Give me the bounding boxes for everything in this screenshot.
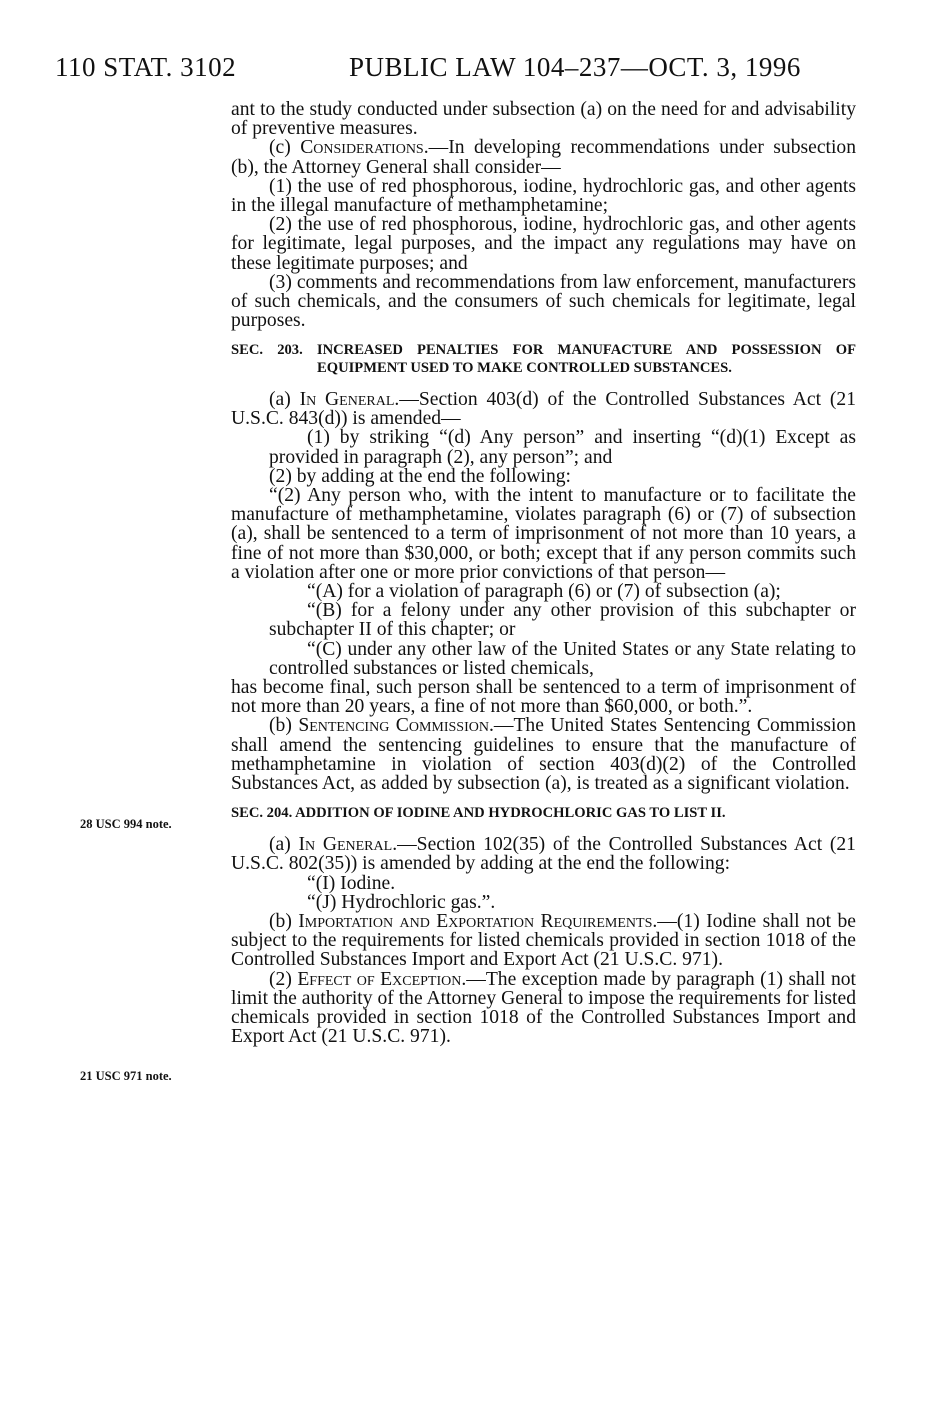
quoted-clause-c: “(C) under any other law of the United States or any State relating to controlled substances or listed chemicals, (269, 638, 856, 679)
paragraph-continued: ant to the study conducted under subsection (a) on the need for and advisability of preventive measures. (231, 99, 856, 140)
paragraph-203a2: (2) by adding at the end the following: (269, 465, 572, 487)
subsection-203b (231, 716, 856, 793)
page-reference: 110 STAT. 3102 (55, 52, 237, 82)
subsection-203b-number: (b) (269, 715, 299, 737)
quoted-clause-a: “(A) for a violation of paragraph (6) or (7) of subsection (a); (307, 581, 781, 603)
paragraph-c1 (231, 177, 856, 215)
page-title: PUBLIC LAW 104–237—OCT. 3, 1996 (349, 52, 801, 82)
paragraph-204b2 (231, 970, 856, 1047)
margin-note-usc-994: 28 USC 994 note. (80, 817, 172, 831)
paragraph-203a1-text: (1) by striking “(d) Any person” and inserting “(d)(1) Except as provided in paragraph (2), any person”; and (269, 427, 856, 468)
margin-note-usc-971: 21 USC 971 note. (80, 1069, 172, 1083)
quoted-item-i: “(I) Iodine. (307, 872, 396, 894)
subsection-203b-text: .—The United States Sentencing Commission shall amend the sentencing guidelines to ensure that the manufacture of methamphetamine in violation of section 403(d)(2) of the Controlled Substances Act, as added by subsection (a), is treated as a significant violation. (231, 715, 856, 795)
subsection-204b-number: (b) (269, 910, 299, 932)
paragraph-c1-text: (1) the use of red phosphorous, iodine, hydrochloric gas, and other agents in the illegal manufacture of methamphetamine; (231, 175, 856, 217)
subsection-204b-text: .—(1) Iodine shall not be subject to the requirements for listed chemicals provided in section 1018 of the Controlled Substances Import and Export Act (21 U.S.C. 971). (231, 910, 856, 971)
quoted-paragraph-2: “(2) Any person who, with the intent to manufacture or to facilitate the manufacture of methamphetamine, violates paragraph (6) or (7) of subsection (a), shall be sentenced to a term of imprisonment of not more than 10 years, a fine of not more than $30,000, or both; except that if any person commits such a violation after one or more prior convictions of that person— (231, 485, 856, 583)
paragraph-204b2-text: .—The exception made by paragraph (1) shall not limit the authority of the Attorney General to impose the requirements for listed chemicals provided in section 1018 of the Controlled Substances Import and Export Act (21 U.S.C. 971). (231, 968, 856, 1048)
paragraph-c3-text: (3) comments and recommendations from law enforcement, manufacturers of such chemicals, and the consumers of such chemicals for legitimate, legal purposes. (231, 271, 856, 332)
subsection-c-text: .—In developing recommendations under subsection (b), the Attorney General shall consider— (231, 137, 856, 178)
subsection-204a-heading: In General (298, 834, 393, 856)
subsection-204b (231, 912, 856, 970)
quoted-conclusion: has become final, such person shall be sentenced to a term of imprisonment of not more than 20 years, a fine of not more than $60,000, or both.”. (231, 677, 856, 718)
subsection-203a (231, 390, 856, 428)
page-header (0, 52, 940, 92)
subsection-c-number: (c) (269, 137, 301, 159)
paragraph-c2 (231, 215, 856, 273)
paragraph-203a1 (269, 428, 856, 466)
document-body (231, 100, 856, 1046)
subsection-203a-text: .—Section 403(d) of the Controlled Substances Act (21 U.S.C. 843(d)) is amended— (231, 389, 856, 430)
quoted-clause-b: “(B) for a felony under any other provision of this subchapter or subchapter II of this chapter; or (269, 600, 856, 641)
subsection-c-heading: Considerations (300, 137, 424, 159)
subsection-204b-heading: Importation and Exportation Requirements (298, 910, 653, 932)
subsection-203b-heading: Sentencing Commission (298, 715, 489, 737)
section-203-heading: SEC. 203. INCREASED PENALTIES FOR MANUFACTURE AND POSSESSION OF EQUIPMENT USED TO MAKE CONTROLLED SUBSTANCES. (231, 342, 856, 377)
subsection-c (231, 138, 856, 176)
subsection-204a (231, 835, 856, 873)
subsection-204a-number: (a) (269, 834, 299, 856)
paragraph-204b2-heading: Effect of Exception (297, 968, 462, 990)
subsection-204a-text: .—Section 102(35) of the Controlled Substances Act (21 U.S.C. 802(35)) is amended by adding at the end the following: (231, 834, 856, 875)
quoted-item-j: “(J) Hydrochloric gas.”. (307, 891, 496, 913)
subsection-203a-heading: In General (299, 389, 395, 411)
paragraph-c3 (231, 273, 856, 331)
section-204-heading: SEC. 204. ADDITION OF IODINE AND HYDROCHLORIC GAS TO LIST II. (231, 805, 726, 822)
subsection-203a-number: (a) (269, 389, 300, 411)
paragraph-204b2-number: (2) (269, 968, 298, 990)
paragraph-c2-text: (2) the use of red phosphorous, iodine, hydrochloric gas, and other agents for legitimate, legal purposes, and the impact any regulations may have on these legitimate purposes; and (231, 214, 856, 274)
